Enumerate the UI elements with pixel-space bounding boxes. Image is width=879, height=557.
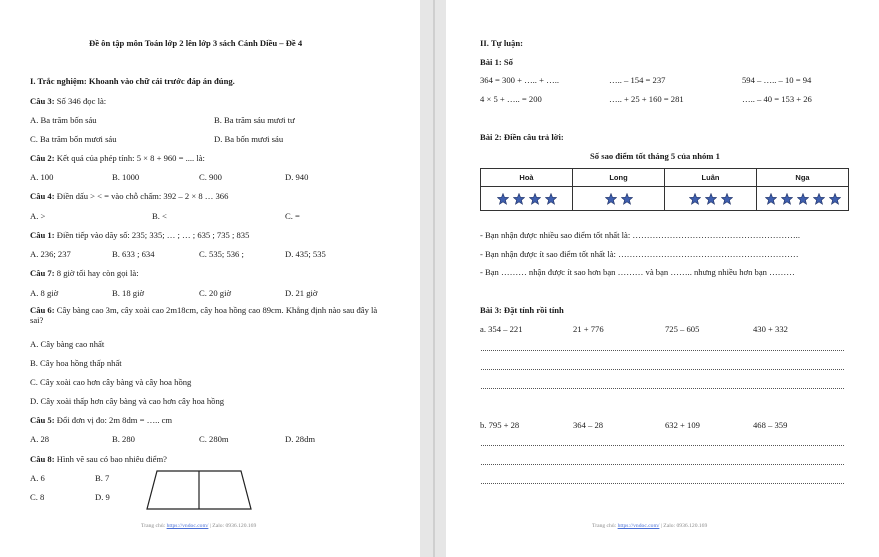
table-header-cell: Luân	[665, 169, 757, 187]
document-title: Đề ôn tập môn Toán lớp 2 lên lớp 3 sách Cánh Diều – Đề 4	[89, 38, 303, 48]
answer-option[interactable]: B. 7	[95, 473, 110, 483]
answer-option[interactable]: A. 6	[30, 473, 45, 483]
footer-right	[592, 523, 707, 529]
question-text: Điền tiếp vào dãy số: 235; 335; … ; … ; 635 ; 735 ; 835	[54, 230, 250, 240]
answer-option[interactable]: A. Cây bàng cao nhất	[30, 339, 105, 349]
star-icon	[765, 193, 777, 205]
footer-link[interactable]: https://vndoc.com/	[617, 523, 660, 529]
answer-option[interactable]: C. =	[285, 211, 300, 221]
calc-item: 21 + 776	[573, 324, 604, 334]
question-3	[30, 96, 106, 106]
answer-blank-line[interactable]	[481, 388, 844, 389]
star-icon	[545, 193, 557, 205]
exercise-item: 4 × 5 + ….. = 200	[480, 94, 542, 104]
question-label: Câu 3:	[30, 96, 55, 106]
calc-item: 364 – 28	[573, 420, 604, 430]
exercise-3-title: Bài 3: Đặt tính rồi tính	[480, 305, 564, 315]
star-icon	[829, 193, 841, 205]
answer-option[interactable]: C. 900	[199, 172, 222, 182]
section-essay: II. Tự luận:	[480, 38, 523, 48]
answer-line-fewest-stars: - Bạn nhận được ít sao điểm tốt nhất là: ………………………………………………………	[480, 249, 799, 259]
table-header-cell: Long	[573, 169, 665, 187]
answer-option[interactable]: C. 280m	[199, 434, 229, 444]
question-6	[30, 305, 390, 325]
answer-option[interactable]: D. 9	[95, 492, 110, 502]
answer-option[interactable]: B. 280	[112, 434, 135, 444]
star-icon	[721, 193, 733, 205]
table-header-cell: Hoà	[481, 169, 573, 187]
question-text: Điền dấu > < = vào chỗ chấm: 392 – 2 × 8 … 366	[54, 191, 229, 201]
calc-item: 632 + 109	[665, 420, 700, 430]
star-icon	[781, 193, 793, 205]
answer-option[interactable]: D. 435; 535	[285, 249, 326, 259]
question-label: Câu 4:	[30, 191, 55, 201]
question-1	[30, 230, 249, 240]
question-8	[30, 454, 167, 464]
star-table	[480, 168, 849, 211]
calc-item: 725 – 605	[665, 324, 700, 334]
answer-blank-line[interactable]	[481, 483, 844, 484]
answer-option[interactable]: C. Cây xoài cao hơn cây bàng và cây hoa hồng	[30, 377, 192, 387]
answer-option[interactable]: C. Ba trăm bốn mươi sáu	[30, 134, 117, 144]
exercise-item: ….. – 154 = 237	[609, 75, 666, 85]
exercise-item: ….. – 40 = 153 + 26	[742, 94, 812, 104]
calc-item: 468 – 359	[753, 420, 788, 430]
exercise-2-title: Bài 2: Điền câu trả lời:	[480, 132, 564, 142]
page-divider	[433, 0, 435, 557]
star-icon	[497, 193, 509, 205]
exercise-item: 594 – ….. – 10 = 94	[742, 75, 812, 85]
answer-option[interactable]: C. 8	[30, 492, 45, 502]
answer-blank-line[interactable]	[481, 369, 844, 370]
question-7	[30, 268, 139, 278]
answer-option[interactable]: A. >	[30, 211, 46, 221]
answer-option[interactable]: A. 8 giờ	[30, 288, 59, 298]
star-icon	[705, 193, 717, 205]
answer-option[interactable]: C. 535; 536 ;	[199, 249, 244, 259]
question-text: Số 346 đọc là:	[54, 96, 107, 106]
answer-option[interactable]: B. 1000	[112, 172, 140, 182]
footer-link[interactable]: https://vndoc.com/	[166, 523, 209, 529]
star-icon	[529, 193, 541, 205]
answer-option[interactable]: D. 940	[285, 172, 309, 182]
table-header-cell: Nga	[757, 169, 849, 187]
question-text: Kết quả của phép tính: 5 × 8 + 960 = .... là:	[54, 153, 205, 163]
answer-option[interactable]: B. Ba trăm sáu mươi tư	[214, 115, 295, 125]
question-text: Đổi đơn vị đo: 2m 8dm = ….. cm	[54, 415, 173, 425]
star-icon	[813, 193, 825, 205]
footer-suffix: | Zalo: 0936.120.169	[659, 523, 708, 529]
question-label: Câu 8:	[30, 454, 55, 464]
star-icon	[621, 193, 633, 205]
exercise-item: 364 = 300 + ….. + …..	[480, 75, 559, 85]
answer-option[interactable]: D. 28dm	[285, 434, 316, 444]
answer-line-compare: - Bạn ……… nhận được ít sao hơn bạn ……… và bạn …….. nhưng nhiều hơn bạn ………	[480, 267, 795, 277]
exercise-1-title: Bài 1: Số	[480, 57, 513, 67]
question-label: Câu 7:	[30, 268, 55, 278]
star-cell	[573, 187, 665, 211]
question-label: Câu 2:	[30, 153, 55, 163]
footer-prefix: Trang chủ:	[592, 523, 618, 529]
question-text: 8 giờ tối hay còn gọi là:	[54, 268, 139, 278]
star-icon	[689, 193, 701, 205]
star-icon	[797, 193, 809, 205]
question-label: Câu 1:	[30, 230, 55, 240]
section-multiple-choice: I. Trắc nghiệm: Khoanh vào chữ cái trước đáp án đúng.	[30, 76, 235, 86]
answer-option[interactable]: A. Ba trăm bốn sáu	[30, 115, 97, 125]
answer-option[interactable]: D. Cây xoài thấp hơn cây bàng và cao hơn cây hoa hồng	[30, 396, 225, 406]
star-icon	[605, 193, 617, 205]
calc-item: b. 795 + 28	[480, 420, 520, 430]
question-label: Câu 5:	[30, 415, 55, 425]
star-table-title: Số sao điểm tốt tháng 5 của nhóm 1	[590, 151, 720, 161]
calc-item: 430 + 332	[753, 324, 788, 334]
answer-option[interactable]: D. 21 giờ	[285, 288, 318, 298]
answer-option[interactable]: B. <	[152, 211, 167, 221]
calc-item: a. 354 – 221	[480, 324, 523, 334]
answer-option[interactable]: C. 20 giờ	[199, 288, 231, 298]
answer-option[interactable]: D. Ba bốn mươi sáu	[214, 134, 284, 144]
star-cell	[481, 187, 573, 211]
star-cell	[665, 187, 757, 211]
answer-blank-line[interactable]	[481, 464, 844, 465]
answer-line-most-stars: - Bạn nhận được nhiều sao điểm tốt nhất là: …………………………………………………..	[480, 230, 800, 240]
answer-option[interactable]: B. 633 ; 634	[112, 249, 155, 259]
answer-option[interactable]: A. 236; 237	[30, 249, 71, 259]
question-2	[30, 153, 205, 163]
question-text: Hình vẽ sau có bao nhiêu điểm?	[54, 454, 167, 464]
footer-left	[141, 523, 256, 529]
answer-option[interactable]: A. 100	[30, 172, 54, 182]
answer-option[interactable]: A. 28	[30, 434, 50, 444]
trapezoid-figure	[146, 470, 252, 510]
footer-suffix: | Zalo: 0936.120.169	[208, 523, 257, 529]
answer-option[interactable]: B. Cây hoa hồng thấp nhất	[30, 358, 122, 368]
answer-option[interactable]: B. 18 giờ	[112, 288, 144, 298]
question-4	[30, 191, 228, 201]
answer-blank-line[interactable]	[481, 445, 844, 446]
star-icon	[513, 193, 525, 205]
question-5	[30, 415, 172, 425]
exercise-item: ….. + 25 + 160 = 281	[609, 94, 684, 104]
question-text: Cây bàng cao 3m, cây xoài cao 2m18cm, cây hoa hồng cao 89cm. Khẳng định nào sau đây là sai?	[30, 305, 378, 325]
question-label: Câu 6:	[30, 305, 55, 315]
footer-prefix: Trang chủ:	[141, 523, 167, 529]
star-cell	[757, 187, 849, 211]
answer-blank-line[interactable]	[481, 350, 844, 351]
